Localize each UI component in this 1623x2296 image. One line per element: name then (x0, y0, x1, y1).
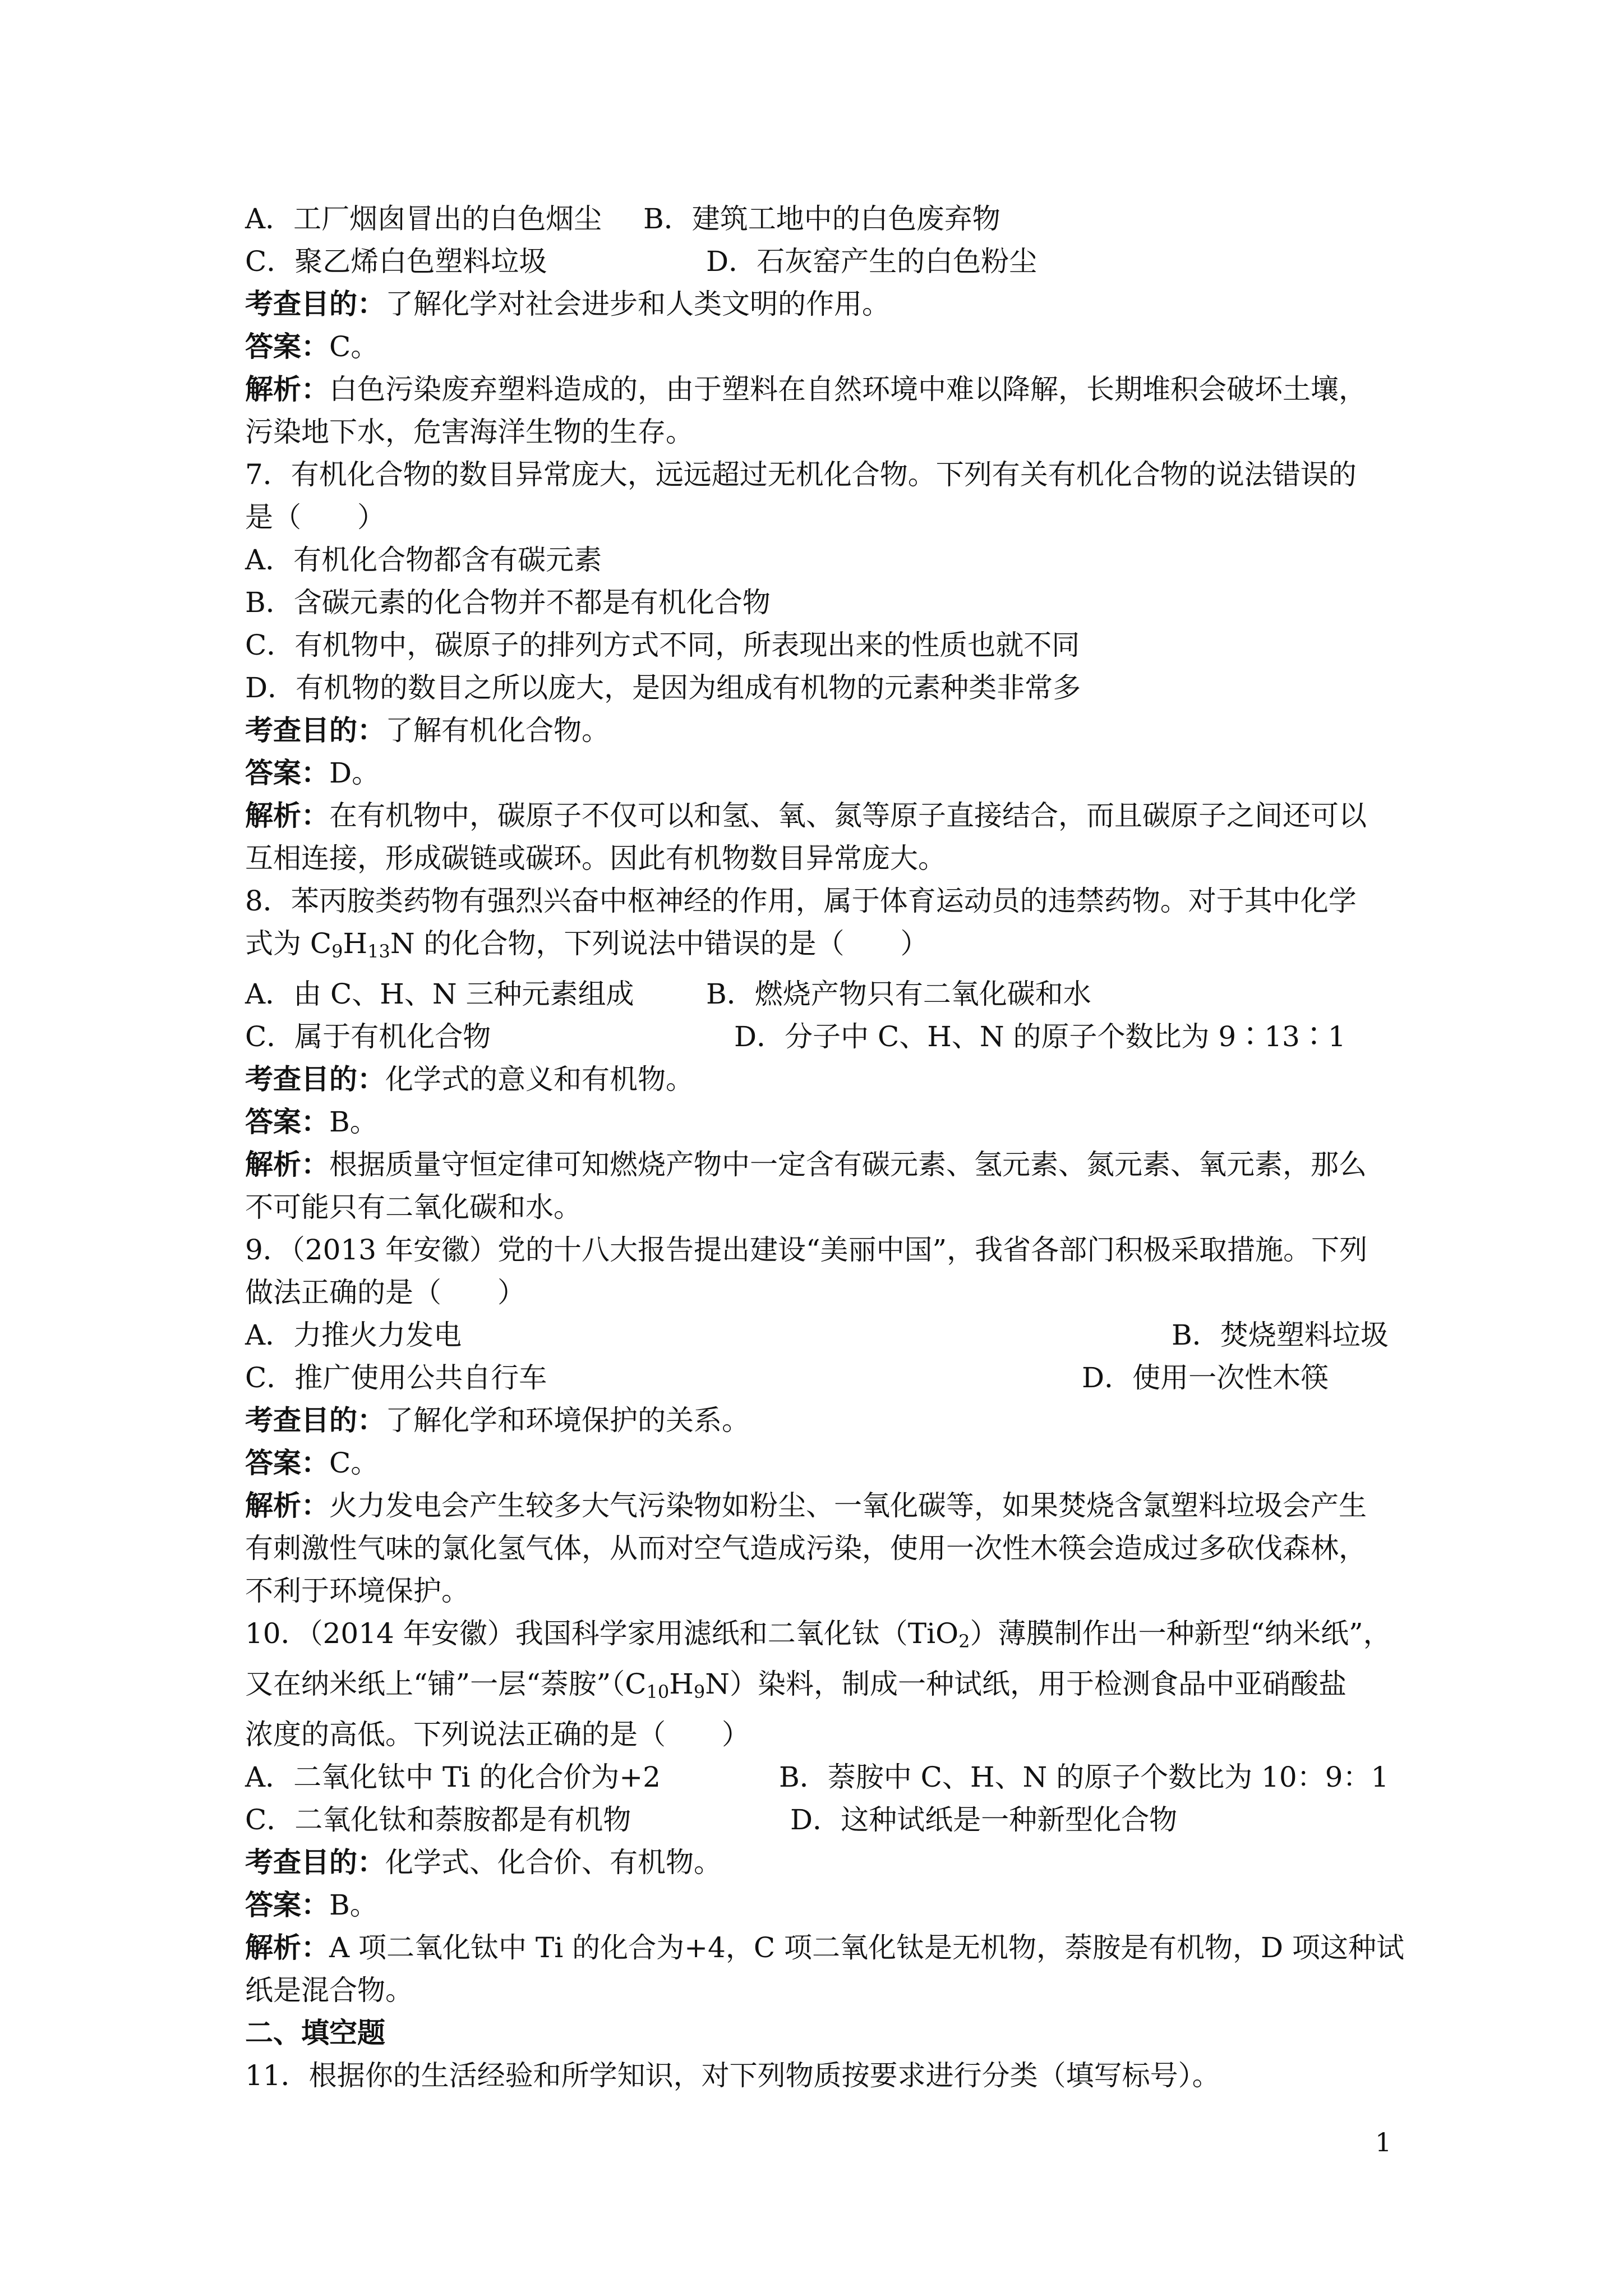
q9-option-d: D．使用一次性木筷 (1082, 1361, 1329, 1394)
q6-option-c: C．聚乙烯白色塑料垃圾 (245, 245, 547, 278)
q9-aim: 考查目的：了解化学和环境保护的关系。 (245, 1404, 750, 1437)
answer-label: 答案： (245, 757, 329, 789)
q9-analysis-cont-1: 有刺激性气味的氯化氢气体，从而对空气造成污染，使用一次性木筷会造成过多砍伐森林， (245, 1532, 1367, 1565)
q9-analysis-cont-2: 不利于环境保护。 (245, 1575, 469, 1607)
q8-analysis-cont: 不可能只有二氧化碳和水。 (245, 1191, 582, 1223)
q6-answer: 答案：C。 (245, 330, 379, 363)
q6-options-row-1 (245, 197, 1389, 240)
q8-answer: 答案：B。 (245, 1106, 378, 1138)
q10-options-row-1 (245, 1756, 1389, 1798)
section-heading: 二、填空题 (245, 2017, 385, 2049)
aim-label: 考查目的： (245, 1846, 385, 1879)
q10-option-c: C．二氧化钛和萘胺都是有机物 (245, 1803, 631, 1836)
q7-answer: 答案：D。 (245, 757, 380, 789)
q7-option-c: C．有机物中，碳原子的排列方式不同，所表现出来的性质也就不同 (245, 629, 1080, 661)
q7-stem-cont: 是（ ） (245, 501, 385, 533)
q6-option-d: D．石灰窑产生的白色粉尘 (706, 245, 1038, 278)
q7-stem: 7．有机化合物的数目异常庞大，远远超过无机化合物。下列有关有机化合物的说法错误的 (245, 458, 1357, 491)
q10-aim: 考查目的：化学式、化合价、有机物。 (245, 1846, 722, 1879)
q9-answer: 答案：C。 (245, 1447, 379, 1479)
q10-analysis-cont: 纸是混合物。 (245, 1974, 413, 2007)
q9-stem-cont: 做法正确的是（ ） (245, 1276, 525, 1309)
answer-label: 答案： (245, 1447, 329, 1479)
q8-options-row-1 (245, 973, 1389, 1015)
q7-option-a: A．有机化合物都含有碳元素 (245, 544, 602, 576)
q9-options-row-2 (245, 1356, 1389, 1399)
q8-aim: 考查目的：化学式的意义和有机物。 (245, 1063, 694, 1096)
answer-label: 答案： (245, 1106, 329, 1138)
q7-option-d: D．有机物的数目之所以庞大，是因为组成有机物的元素种类非常多 (245, 671, 1081, 704)
page-number: 1 (1375, 2127, 1392, 2157)
q7-analysis-cont: 互相连接，形成碳链或碳环。因此有机物数目异常庞大。 (245, 842, 946, 875)
q9-stem: 9．（2013 年安徽）党的十八大报告提出建设“美丽中国”，我省各部门积极采取措施。下列 (245, 1234, 1368, 1266)
analysis-label: 解析： (245, 1148, 329, 1181)
analysis-label: 解析： (245, 373, 329, 406)
aim-label: 考查目的： (245, 1404, 385, 1437)
q11-stem: 11．根据你的生活经验和所学知识，对下列物质按要求进行分类（填写标号）。 (245, 2059, 1220, 2092)
q10-answer: 答案：B。 (245, 1889, 378, 1921)
q8-option-d: D．分子中 C、H、N 的原子个数比为 9∶13∶1 (734, 1020, 1346, 1053)
q7-option-b: B．含碳元素的化合物并不都是有机化合物 (245, 586, 771, 619)
q10-stem-cont-1: 又在纳米纸上“铺”一层“萘胺$”(C_{10}H_9N)$染料，制成一种试纸，用于检测食品中亚硝酸盐 (245, 1668, 1347, 1703)
q9-options-row-1 (245, 1314, 1389, 1356)
q10-options-row-2 (245, 1798, 1389, 1841)
q10-option-b: B．萘胺中 C、H、N 的原子个数比为 10：9：1 (779, 1761, 1389, 1793)
q9-option-b: B．焚烧塑料垃圾 (1172, 1319, 1389, 1351)
q10-analysis: 解析：A 项二氧化钛中 Ti 的化合为+4，C 项二氧化钛是无机物，萘胺是有机物，D 项这种试 (245, 1931, 1404, 1964)
q6-option-a: A．工厂烟囱冒出的白色烟尘 (245, 203, 602, 235)
q6-option-b: B．建筑工地中的白色废弃物 (643, 203, 1000, 235)
q7-analysis: 解析：在有机物中，碳原子不仅可以和氢、氧、氮等原子直接结合，而且碳原子之间还可以 (245, 799, 1367, 832)
analysis-label: 解析： (245, 1489, 329, 1522)
q8-stem-cont: 式为 $C_9H_{13}N$ 的化合物，下列说法中错误的是（ ） (245, 927, 929, 962)
q8-option-a: A．由 C、H、N 三种元素组成 (245, 978, 634, 1010)
q6-analysis-cont: 污染地下水，危害海洋生物的生存。 (245, 416, 694, 448)
q9-analysis: 解析：火力发电会产生较多大气污染物如粉尘、一氧化碳等，如果焚烧含氯塑料垃圾会产生 (245, 1489, 1367, 1522)
q8-stem: 8．苯丙胺类药物有强烈兴奋中枢神经的作用，属于体育运动员的违禁药物。对于其中化学 (245, 885, 1357, 917)
aim-label: 考查目的： (245, 1063, 385, 1096)
q10-option-d: D．这种试纸是一种新型化合物 (790, 1803, 1178, 1836)
q6-options-row-2 (245, 240, 1389, 283)
q8-options-row-2 (245, 1015, 1389, 1058)
aim-label: 考查目的： (245, 288, 385, 320)
q8-option-b: B．燃烧产物只有二氧化碳和水 (706, 978, 1091, 1010)
q7-aim: 考查目的：了解有机化合物。 (245, 714, 610, 747)
analysis-label: 解析： (245, 799, 329, 832)
answer-label: 答案： (245, 1889, 329, 1921)
q9-option-c: C．推广使用公共自行车 (245, 1361, 547, 1394)
q8-analysis: 解析：根据质量守恒定律可知燃烧产物中一定含有碳元素、氢元素、氮元素、氧元素，那么 (245, 1148, 1367, 1181)
aim-label: 考查目的： (245, 714, 385, 747)
q10-stem-cont-2: 浓度的高低。下列说法正确的是（ ） (245, 1718, 750, 1751)
q6-analysis: 解析：白色污染废弃塑料造成的，由于塑料在自然环境中难以降解，长期堆积会破坏土壤， (245, 373, 1367, 406)
q8-option-c: C．属于有机化合物 (245, 1020, 491, 1053)
answer-label: 答案： (245, 330, 329, 363)
page-content (245, 197, 1404, 2097)
q10-stem: 10．（2014 年安徽）我国科学家用滤纸和二氧化钛（TiO$_2$）薄膜制作出一种新型“纳米纸”， (245, 1617, 1391, 1652)
q10-option-a: A．二氧化钛中 Ti 的化合价为+2 (245, 1761, 661, 1793)
q6-aim: 考查目的：了解化学对社会进步和人类文明的作用。 (245, 288, 890, 320)
q9-option-a: A．力推火力发电 (245, 1319, 462, 1351)
analysis-label: 解析： (245, 1931, 329, 1964)
